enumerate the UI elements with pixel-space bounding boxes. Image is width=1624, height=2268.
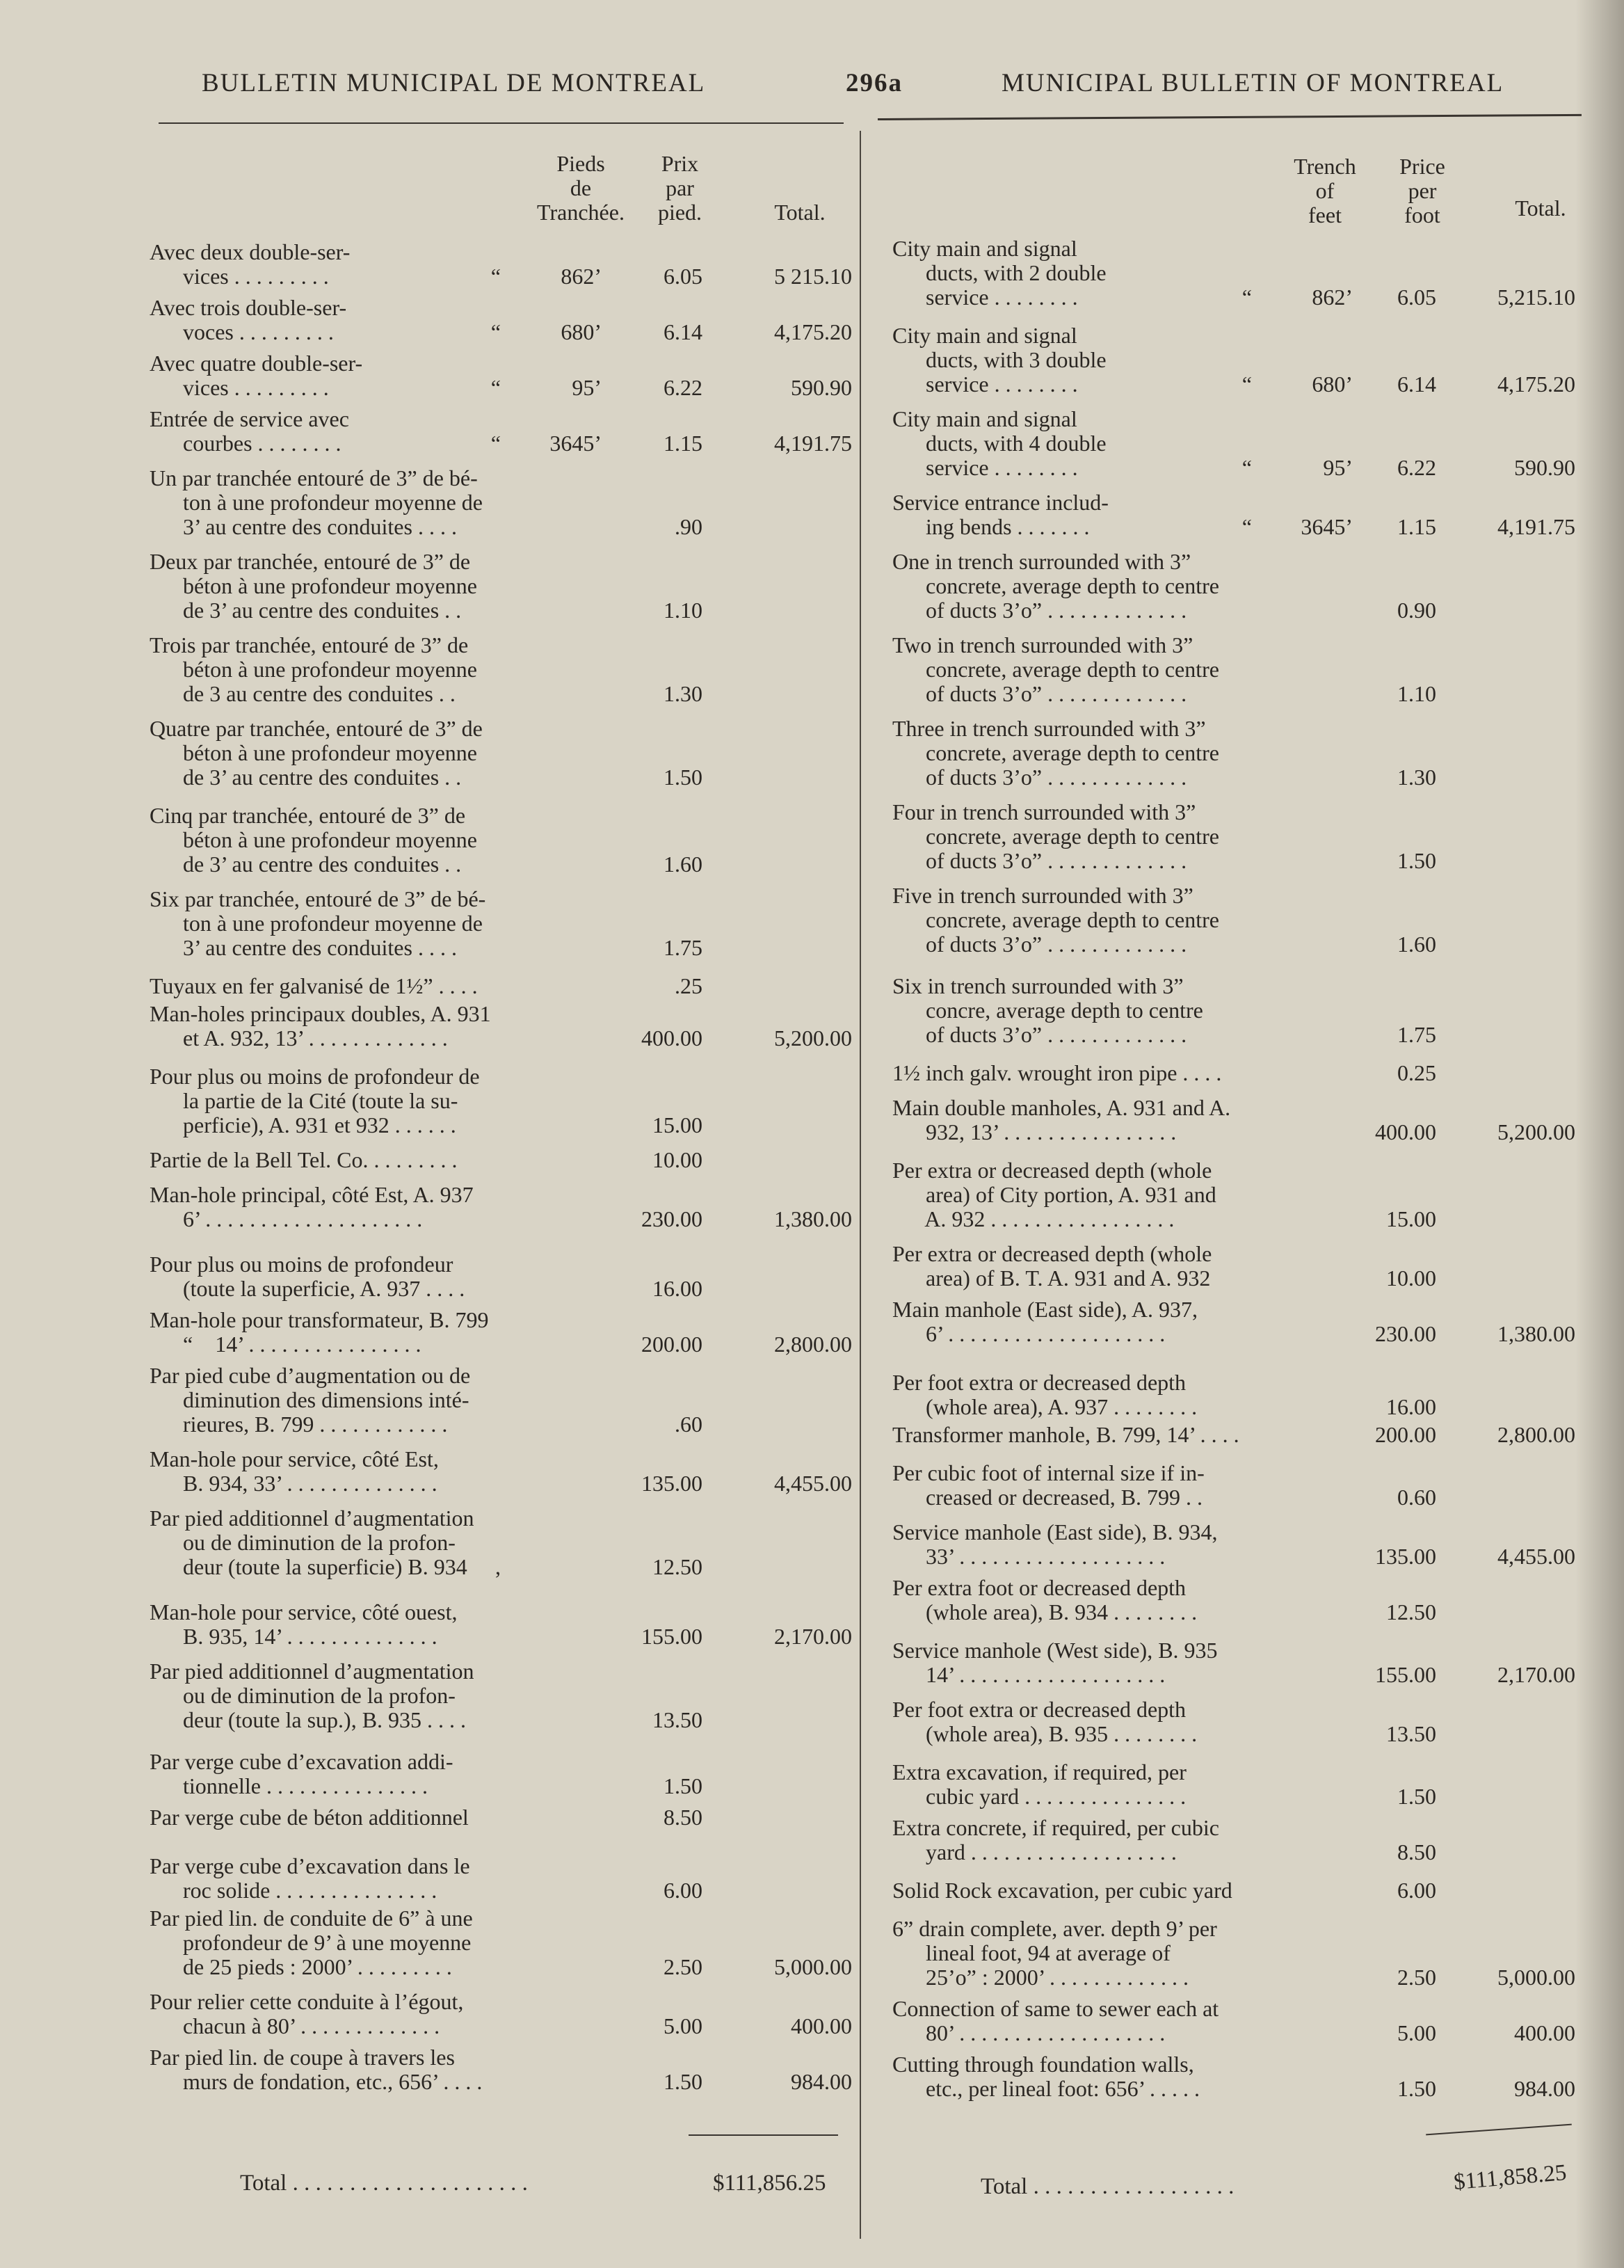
ditto-mark: “ <box>1241 455 1252 480</box>
line-total: 2,170.00 <box>774 1624 852 1649</box>
item-description: Cinq par tranchée, entouré de 3” de béton à une profondeur moyenne de 3’ au centre des conduites . . <box>150 803 477 877</box>
trench-feet: 95’ <box>572 375 602 400</box>
line-total: 1,380.00 <box>774 1206 852 1231</box>
line-total: 4,175.20 <box>1497 372 1575 397</box>
price-per-foot: 1.60 <box>664 852 702 877</box>
price-per-foot: 1.30 <box>664 681 702 706</box>
item-description: Extra excavation, if required, per cubic yard . . . . . . . . . . . . . . . <box>892 1759 1187 1809</box>
price-per-foot: 200.00 <box>1375 1422 1436 1447</box>
header-rule-right <box>878 114 1582 120</box>
price-per-foot: 6.00 <box>664 1878 702 1903</box>
item-description: City main and signal ducts, with 3 double service . . . . . . . . <box>892 323 1107 397</box>
item-description: Pour relier cette conduite à l’égout, chacun à 80’ . . . . . . . . . . . . . <box>150 1989 464 2038</box>
price-per-foot: 1.50 <box>1397 2076 1436 2101</box>
trench-feet: 3645’ <box>549 431 602 456</box>
price-per-foot: 1.15 <box>1397 514 1436 539</box>
price-per-foot: 15.00 <box>652 1112 702 1137</box>
item-description: One in trench surrounded with 3” concrete, average depth to centre of ducts 3’o” . . . . . . . . . . . . . <box>892 549 1219 623</box>
price-per-foot: 135.00 <box>1375 1544 1436 1569</box>
item-description: Per foot extra or decreased depth (whole area), B. 935 . . . . . . . . <box>892 1697 1198 1746</box>
line-total: 590.90 <box>1514 455 1575 480</box>
price-per-foot: 1.15 <box>664 431 702 456</box>
english-total-label: Total . . . . . . . . . . . . . . . . . . <box>981 2174 1235 2199</box>
item-description: Avec deux double-ser- vices . . . . . . . . . <box>150 239 351 289</box>
item-description: Per extra or decreased depth (whole area) of B. T. A. 931 and A. 932 <box>892 1241 1212 1291</box>
item-description: Par pied cube d’augmentation ou de diminution des dimensions inté- rieures, B. 799 . . . . . . . . . . . . <box>150 1363 471 1437</box>
column-divider <box>860 131 861 2239</box>
trench-feet: 680’ <box>1312 372 1353 397</box>
item-description: Entrée de service avec courbes . . . . . . . . <box>150 406 349 456</box>
price-per-foot: 16.00 <box>1386 1394 1436 1419</box>
line-total: 1,380.00 <box>1497 1321 1575 1346</box>
item-description: Five in trench surrounded with 3” concrete, average depth to centre of ducts 3’o” . . . . . . . . . . . . . <box>892 883 1219 957</box>
item-description: Service manhole (East side), B. 934, 33’ . . . . . . . . . . . . . . . . . . . <box>892 1519 1218 1569</box>
item-description: Quatre par tranchée, entouré de 3” de béton à une profondeur moyenne de 3’ au centre des conduites . . <box>150 716 483 790</box>
price-per-foot: 6.05 <box>664 264 702 289</box>
price-per-foot: 6.22 <box>1397 455 1436 480</box>
price-per-foot: 200.00 <box>641 1332 702 1357</box>
line-total: 5,000.00 <box>774 1954 852 1979</box>
french-total-label: Total . . . . . . . . . . . . . . . . . . . . . <box>240 2171 528 2196</box>
french-header-price: Prix par pied. <box>657 151 702 225</box>
english-total-value: $111,858.25 <box>1452 2159 1568 2196</box>
line-total: 5,215.10 <box>1497 285 1575 310</box>
price-per-foot: 10.00 <box>652 1147 702 1172</box>
price-per-foot: 230.00 <box>641 1206 702 1231</box>
item-description: Un par tranchée entouré de 3” de bé- ton à une profondeur moyenne de 3’ au centre des conduites . . . . <box>150 465 483 539</box>
price-per-foot: 135.00 <box>641 1471 702 1496</box>
price-per-foot: 12.50 <box>1386 1599 1436 1624</box>
trench-feet: 862’ <box>561 264 602 289</box>
line-total: 400.00 <box>791 2013 852 2038</box>
item-description: Per extra or decreased depth (whole area) of City portion, A. 931 and A. 932 . . . . . . . . . . . . . . . . . <box>892 1158 1216 1231</box>
price-per-foot: 1.50 <box>664 765 702 790</box>
header-rule-left <box>159 122 844 124</box>
price-per-foot: 6.14 <box>664 319 702 344</box>
price-per-foot: 10.00 <box>1386 1265 1436 1291</box>
line-total: 2,170.00 <box>1497 1662 1575 1687</box>
price-per-foot: 13.50 <box>1386 1721 1436 1746</box>
line-total: 4,175.20 <box>774 319 852 344</box>
item-description: Service entrance includ- ing bends . . . . . . . <box>892 490 1109 539</box>
item-description: Man-holes principaux doubles, A. 931 et A. 932, 13’ . . . . . . . . . . . . . <box>150 1001 491 1051</box>
item-description: Man-hole pour service, côté Est, B. 934, 33’ . . . . . . . . . . . . . . <box>150 1446 439 1496</box>
price-per-foot: .90 <box>675 514 702 539</box>
item-description: Service manhole (West side), B. 935 14’ . . . . . . . . . . . . . . . . . . . <box>892 1638 1218 1687</box>
price-per-foot: 0.25 <box>1397 1060 1436 1085</box>
price-per-foot: 155.00 <box>1375 1662 1436 1687</box>
trench-feet: 3645’ <box>1301 514 1353 539</box>
line-total: 5,200.00 <box>774 1025 852 1051</box>
item-description: Tuyaux en fer galvanisé de 1½” . . . . <box>150 973 478 998</box>
item-description: Man-hole pour service, côté ouest, B. 935, 14’ . . . . . . . . . . . . . . <box>150 1599 458 1649</box>
line-total: 400.00 <box>1514 2020 1575 2045</box>
french-header-feet: Pieds de Tranchée. <box>537 151 625 225</box>
item-description: Per foot extra or decreased depth (whole area), A. 937 . . . . . . . . <box>892 1370 1198 1419</box>
english-total-rule <box>1426 2124 1572 2136</box>
price-per-foot: 13.50 <box>652 1707 702 1732</box>
item-description: Four in trench surrounded with 3” concrete, average depth to centre of ducts 3’o” . . . . . . . . . . . . . <box>892 799 1219 873</box>
price-per-foot: 6.22 <box>664 375 702 400</box>
item-description: City main and signal ducts, with 2 double service . . . . . . . . <box>892 236 1107 310</box>
item-description: Trois par tranchée, entouré de 3” de béton à une profondeur moyenne de 3 au centre des conduites . . <box>150 632 477 706</box>
price-per-foot: .60 <box>675 1412 702 1437</box>
ditto-mark: “ <box>490 319 501 344</box>
line-total: 2,800.00 <box>1497 1422 1575 1447</box>
item-description: Cutting through foundation walls, etc., per lineal foot: 656’ . . . . . <box>892 2052 1200 2101</box>
item-description: Main double manholes, A. 931 and A. 932, 13’ . . . . . . . . . . . . . . . . <box>892 1095 1231 1144</box>
price-per-foot: 1.30 <box>1397 765 1436 790</box>
item-description: City main and signal ducts, with 4 double service . . . . . . . . <box>892 406 1107 480</box>
price-per-foot: 0.90 <box>1397 598 1436 623</box>
item-description: 6” drain complete, aver. depth 9’ per lineal foot, 94 at average of 25’o” : 2000’ . . . . . . . . . . . . . <box>892 1916 1217 1990</box>
price-per-foot: 400.00 <box>1375 1119 1436 1144</box>
item-description: Avec trois double-ser- voces . . . . . . . . . <box>150 295 347 344</box>
english-header-total: Total. <box>1515 195 1566 221</box>
price-per-foot: 12.50 <box>652 1554 702 1579</box>
price-per-foot: 5.00 <box>1397 2020 1436 2045</box>
item-description: Six par tranchée, entouré de 3” de bé- ton à une profondeur moyenne de 3’ au centre des conduites . . . . <box>150 886 486 960</box>
price-per-foot: 1.10 <box>664 598 702 623</box>
trench-feet: 680’ <box>561 319 602 344</box>
item-description: Connection of same to sewer each at 80’ . . . . . . . . . . . . . . . . . . . <box>892 1996 1219 2045</box>
item-description: Man-hole pour transformateur, B. 799 “ 14’ . . . . . . . . . . . . . . . . <box>150 1307 489 1357</box>
line-total: 4,191.75 <box>774 431 852 456</box>
item-description: Deux par tranchée, entouré de 3” de béton à une profondeur moyenne de 3’ au centre des conduites . . <box>150 549 477 623</box>
price-per-foot: 230.00 <box>1375 1321 1436 1346</box>
french-header-total: Total. <box>774 200 826 225</box>
item-description: Transformer manhole, B. 799, 14’ . . . . <box>892 1422 1239 1447</box>
item-description: Avec quatre double-ser- vices . . . . . . . . . <box>150 351 363 400</box>
item-description: Pour plus ou moins de profondeur de la partie de la Cité (toute la su- perficie), A. 931 et 932 . . . . . . <box>150 1064 480 1137</box>
ditto-mark: “ <box>1241 372 1252 397</box>
ditto-mark: “ <box>1241 514 1252 539</box>
item-description: Par pied additionnel d’augmentation ou de diminution de la profon- deur (toute la sup.), B. 935 . . . . <box>150 1659 474 1732</box>
item-description: Partie de la Bell Tel. Co. . . . . . . . . <box>150 1147 458 1172</box>
ditto-mark: , <box>495 1554 501 1579</box>
price-per-foot: 1.50 <box>664 2069 702 2094</box>
item-description: Par verge cube d’excavation addi- tionnelle . . . . . . . . . . . . . . . <box>150 1749 453 1798</box>
ditto-mark: “ <box>490 264 501 289</box>
item-description: Extra concrete, if required, per cubic yard . . . . . . . . . . . . . . . . . . . <box>892 1815 1219 1864</box>
price-per-foot: 1.50 <box>1397 848 1436 873</box>
price-per-foot: 2.50 <box>664 1954 702 1979</box>
line-total: 5,200.00 <box>1497 1119 1575 1144</box>
price-per-foot: 155.00 <box>641 1624 702 1649</box>
price-per-foot: 6.00 <box>1397 1878 1436 1903</box>
item-description: Main manhole (East side), A. 937, 6’ . . . . . . . . . . . . . . . . . . . . <box>892 1297 1198 1346</box>
item-description: Three in trench surrounded with 3” concrete, average depth to centre of ducts 3’o” . . . . . . . . . . . . . <box>892 716 1219 790</box>
english-header-price: Price per foot <box>1399 154 1445 227</box>
line-total: 5 215.10 <box>774 264 852 289</box>
price-per-foot: 400.00 <box>641 1025 702 1051</box>
price-per-foot: 1.50 <box>664 1773 702 1798</box>
line-total: 2,800.00 <box>774 1332 852 1357</box>
french-total-rule <box>689 2134 838 2136</box>
price-per-foot: 1.75 <box>664 935 702 960</box>
price-per-foot: 6.14 <box>1397 372 1436 397</box>
trench-feet: 95’ <box>1323 455 1353 480</box>
ditto-mark: “ <box>490 375 501 400</box>
price-per-foot: 0.60 <box>1397 1485 1436 1510</box>
price-per-foot: .25 <box>675 973 702 998</box>
price-per-foot: 1.50 <box>1397 1784 1436 1809</box>
item-description: Per cubic foot of internal size if in- creased or decreased, B. 799 . . <box>892 1460 1205 1510</box>
item-description: Two in trench surrounded with 3” concrete, average depth to centre of ducts 3’o” . . . . . . . . . . . . . <box>892 632 1219 706</box>
price-per-foot: 2.50 <box>1397 1965 1436 1990</box>
page-number: 296a <box>846 69 903 97</box>
item-description: Par pied additionnel d’augmentation ou de diminution de la profon- deur (toute la superficie) B. 934 <box>150 1506 474 1579</box>
item-description: Per extra foot or decreased depth (whole area), B. 934 . . . . . . . . <box>892 1575 1198 1624</box>
line-total: 984.00 <box>791 2069 852 2094</box>
line-total: 590.90 <box>791 375 852 400</box>
price-per-foot: 1.10 <box>1397 681 1436 706</box>
ditto-mark: “ <box>490 431 501 456</box>
ditto-mark: “ <box>1241 285 1252 310</box>
item-description: Par pied lin. de coupe à travers les murs de fondation, etc., 656’ . . . . <box>150 2045 483 2094</box>
price-per-foot: 8.50 <box>664 1805 702 1830</box>
english-header-feet: Trench of feet <box>1294 154 1356 227</box>
price-per-foot: 8.50 <box>1397 1839 1436 1864</box>
item-description: Par verge cube d’excavation dans le roc solide . . . . . . . . . . . . . . . <box>150 1853 470 1903</box>
price-per-foot: 5.00 <box>664 2013 702 2038</box>
header-left-title: BULLETIN MUNICIPAL DE MONTREAL <box>202 69 706 97</box>
price-per-foot: 16.00 <box>652 1276 702 1301</box>
line-total: 4,191.75 <box>1497 514 1575 539</box>
price-per-foot: 6.05 <box>1397 285 1436 310</box>
trench-feet: 862’ <box>1312 285 1353 310</box>
item-description: Pour plus ou moins de profondeur (toute la superficie, A. 937 . . . . <box>150 1252 465 1301</box>
item-description: 1½ inch galv. wrought iron pipe . . . . <box>892 1060 1222 1085</box>
item-description: Solid Rock excavation, per cubic yard <box>892 1878 1232 1903</box>
line-total: 4,455.00 <box>1497 1544 1575 1569</box>
item-description: Man-hole principal, côté Est, A. 937 6’ . . . . . . . . . . . . . . . . . . . . <box>150 1182 474 1231</box>
line-total: 5,000.00 <box>1497 1965 1575 1990</box>
item-description: Par pied lin. de conduite de 6” à une profondeur de 9’ à une moyenne de 25 pieds : 2000’ . . . . . . . . . <box>150 1906 473 1979</box>
header-right-title: MUNICIPAL BULLETIN OF MONTREAL <box>1002 69 1504 97</box>
item-description: Six in trench surrounded with 3” concre, average depth to centre of ducts 3’o” . . . . . . . . . . . . . <box>892 973 1203 1047</box>
line-total: 4,455.00 <box>774 1471 852 1496</box>
french-total-value: $111,856.25 <box>713 2171 826 2196</box>
item-description: Par verge cube de béton additionnel <box>150 1805 469 1830</box>
price-per-foot: 1.75 <box>1397 1022 1436 1047</box>
price-per-foot: 15.00 <box>1386 1206 1436 1231</box>
line-total: 984.00 <box>1514 2076 1575 2101</box>
price-per-foot: 1.60 <box>1397 932 1436 957</box>
